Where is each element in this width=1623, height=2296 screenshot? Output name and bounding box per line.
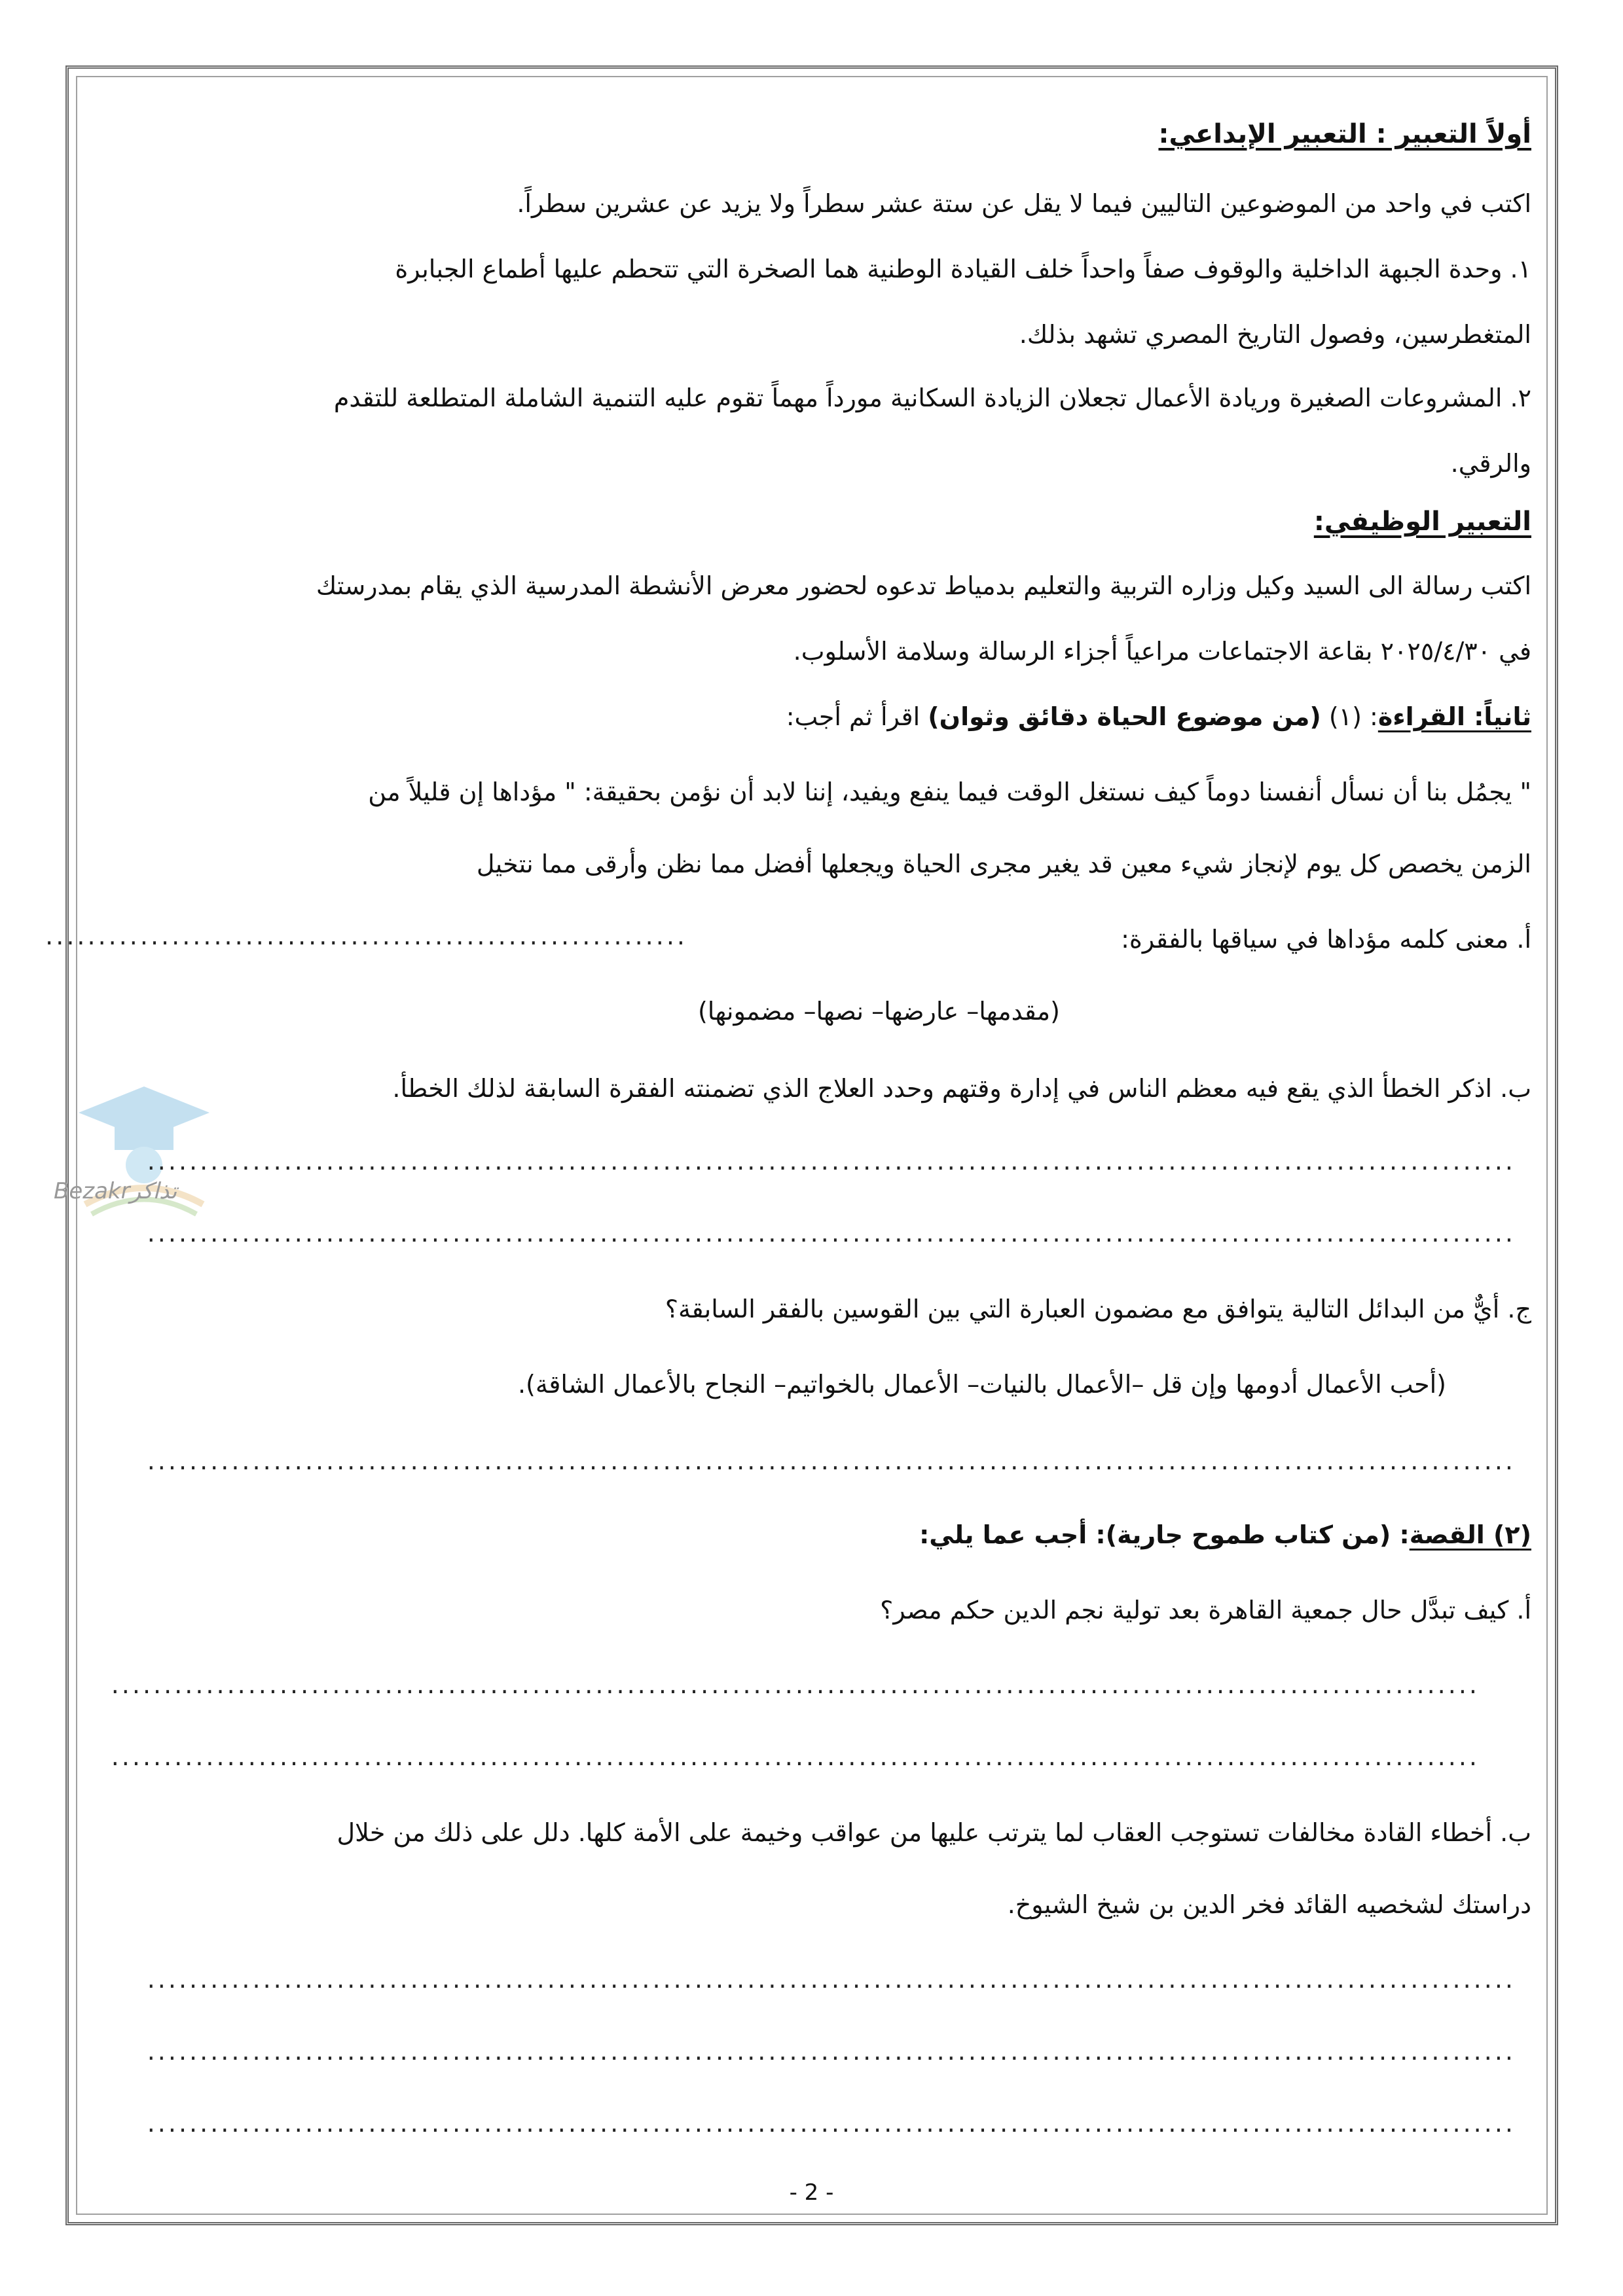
story-question-b-line-2: دراستك لشخصيه القائد فخر الدين بن شيخ الشيوخ.	[1007, 1890, 1531, 1919]
answer-line-b-2: ..................................................................................................................................	[147, 1219, 1516, 1247]
answer-line-c: ..................................................................................................................................	[147, 1446, 1516, 1475]
topic-1-line-1: ١. وحدة الجبهة الداخلية والوقوف صفاً واحداً خلف القيادة الوطنية هما الصخرة التي تتحطم عليها أطماع الجبابرة	[395, 255, 1531, 283]
story-title: (٢) القصة	[1409, 1520, 1531, 1549]
question-a-choices: (مقدمها– عارضها– نصها– مضمونها)	[697, 997, 1060, 1026]
story-answer-a-1: ..................................................................................................................................	[111, 1670, 1480, 1699]
topic-2-line-1: ٢. المشروعات الصغيرة وريادة الأعمال تجعلان الزيادة السكانية مورداً مهماً تقوم عليه التنمية الشاملة المتطلعة للتقدم	[333, 384, 1531, 412]
story-source: : (من كتاب طموح جارية): أجب عما يلي:	[919, 1520, 1410, 1549]
passage-line-2: الزمن يخصص كل يوم لإنجاز شيء معين قد يغير مجرى الحياة ويجعلها أفضل مما نظن وأرقى مما نتخيل	[476, 850, 1531, 878]
story-answer-b-3: ..................................................................................................................................	[147, 2109, 1516, 2138]
topic-2-line-2: والرقي.	[1450, 449, 1531, 478]
question-b: ب. اذكر الخطأ الذي يقع فيه معظم الناس في إدارة وقتهم وحدد العلاج الذي تضمنته الفقرة السابقة لذلك الخطأ.	[392, 1074, 1531, 1103]
question-c-choices: (أحب الأعمال أدومها وإن قل –الأعمال بالنيات– الأعمال بالخواتيم– النجاح بالأعمال الشاقة).	[517, 1370, 1446, 1399]
reading-number: : (١)	[1328, 702, 1378, 731]
reading-title: ثانياً: القراءة	[1377, 702, 1531, 731]
story-answer-b-1: ..................................................................................................................................	[147, 1965, 1516, 1994]
answer-line-a: .............................................................	[45, 922, 687, 950]
question-c: ج. أيٌّ من البدائل التالية يتوافق مع مضمون العبارة التي بين القوسين بالفقر السابقة؟	[665, 1295, 1531, 1323]
reading-instruction: اقرأ ثم أجب:	[786, 702, 921, 731]
page-number: - 2 -	[789, 2179, 834, 2206]
passage-line-1: " يجمُل بنا أن نسأل أنفسنا دوماً كيف نستغل الوقت فيما ينفع ويفيد، إننا لابد أن نؤمن بحقيقة: " مؤداها إن قليلاً من	[368, 778, 1531, 806]
story-answer-b-2: ..................................................................................................................................	[147, 2037, 1516, 2066]
section-title-creative-writing: أولاً التعبير : التعبير الإبداعي:	[1158, 119, 1531, 149]
story-heading	[919, 1520, 1531, 1551]
topic-1-line-2: المتغطرسين، وفصول التاريخ المصري تشهد بذلك.	[1019, 320, 1531, 349]
functional-line-1: اكتب رسالة الى السيد وكيل وزاره التربية والتعليم بدمياط تدعوه لحضور معرض الأنشطة المدرسية الذي يقام بمدرستك	[316, 571, 1531, 600]
section-title-functional-writing: التعبير الوظيفي:	[1313, 507, 1531, 537]
reading-heading	[786, 702, 1531, 733]
answer-line-b-1: ..................................................................................................................................	[147, 1147, 1516, 1175]
watermark-text: تذاكرBezakr	[54, 1178, 177, 1204]
reading-source: (من موضوع الحياة دقائق وثوان)	[928, 702, 1321, 731]
story-question-a: أ. كيف تبدَّل حال جمعية القاهرة بعد تولية نجم الدين حكم مصر؟	[880, 1596, 1531, 1624]
story-answer-a-2: ..................................................................................................................................	[111, 1742, 1480, 1771]
question-a: أ. معنى كلمه مؤداها في سياقها بالفقرة:	[1121, 925, 1531, 954]
creative-instruction: اكتب في واحد من الموضوعين التاليين فيما لا يقل عن ستة عشر سطراً ولا يزيد عن عشرين سطراً.	[517, 189, 1531, 218]
functional-line-2: في ٢٠٢٥/٤/٣٠ بقاعة الاجتماعات مراعياً أجزاء الرسالة وسلامة الأسلوب.	[793, 637, 1531, 666]
story-question-b-line-1: ب. أخطاء القادة مخالفات تستوجب العقاب لما يترتب عليها من عواقب وخيمة على الأمة كلها. دلل على ذلك من خلال	[337, 1818, 1531, 1847]
